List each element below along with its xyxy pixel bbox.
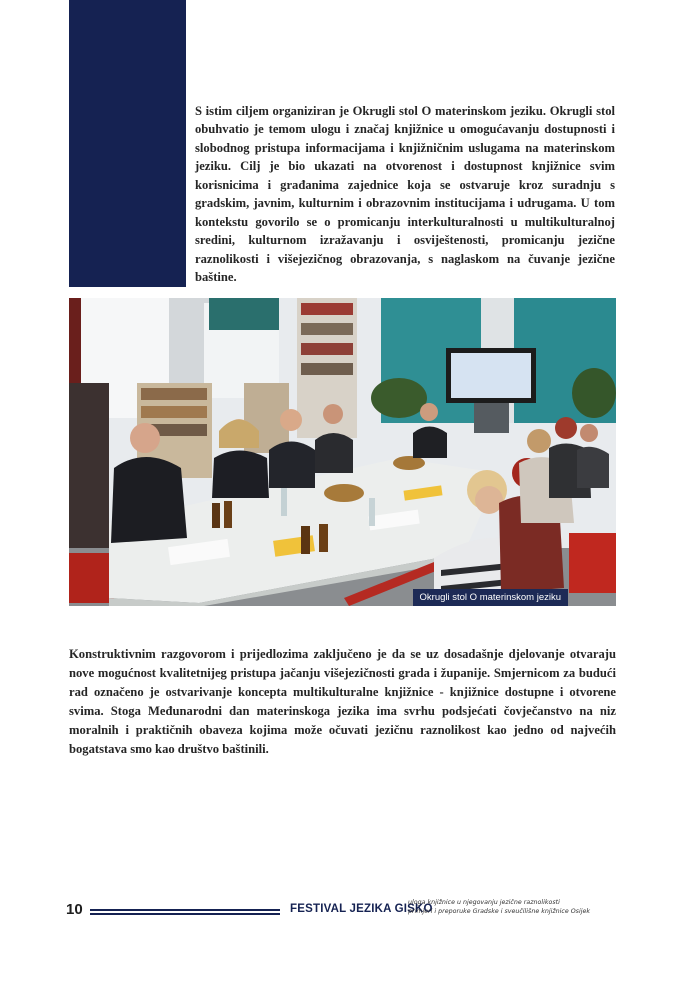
photo-caption: Okrugli stol O materinskom jeziku [413, 589, 568, 606]
footer-subtitle-line: uloga knjižnice u njegovanju jezične raznolikosti [408, 899, 560, 906]
top-paragraph: S istim ciljem organiziran je Okrugli stol O materinskom jeziku. Okrugli stol obuhvatio je temom ulogu i značaj knjižnice u omogućavanju dostupnosti i slobodnog pristupa informacijama i knjižničnim uslugama na materinskom jeziku. Cilj je bio ukazati na otvorenost i dostupnost knjižnice svim korisnicima i građanima zajednice koja se ostvaruje kroz suradnju s gradskim, javnim, kulturnim i obrazovnim institucijama i udrugama. U tom kontekstu govorilo se o promicanju interkulturalnosti u multikulturalnoj sredini, kulturnom izražavanju i osviještenosti, promicanju jezične raznolikosti i višejezičnog obrazovanja, s naglaskom na čuvanje jezične baštine. [195, 103, 615, 285]
bottom-paragraph: Konstruktivnim razgovorom i prijedlozima zaključeno je da se uz dosadašnje djelovanje otvaraju nove mogućnost kvalitetnijeg pristupa jačanju višejezičnosti grada i županije. Smjernicom za budući rad označeno je ostvarivanje koncepta multikulturalne knjižnice - knjižnice dostupne i otvorene svima. Stoga Međunarodni dan materinskoga jezika ima svrhu podsjećati čovječanstvo na niz moralnih i praktičnih obaveza kojima može očuvati jezičnu raznolikost kao jedno od najvećih bogatstava smo kao društvo baštinili. [69, 646, 616, 756]
footer-rule [90, 909, 280, 911]
footer-rule [90, 913, 280, 915]
meeting-photo [69, 298, 616, 606]
footer-subtitle [408, 898, 638, 916]
footer-subtitle-line: primjeri i preporuke Gradske i sveučilišne knjižnice Osijek [408, 908, 590, 915]
page-footer [0, 895, 696, 935]
footer-title: FESTIVAL JEZIKA GISKO [290, 903, 433, 915]
decorative-navy-block [69, 0, 186, 287]
meeting-photo-illustration [69, 298, 616, 606]
page-number: 10 [66, 901, 83, 918]
